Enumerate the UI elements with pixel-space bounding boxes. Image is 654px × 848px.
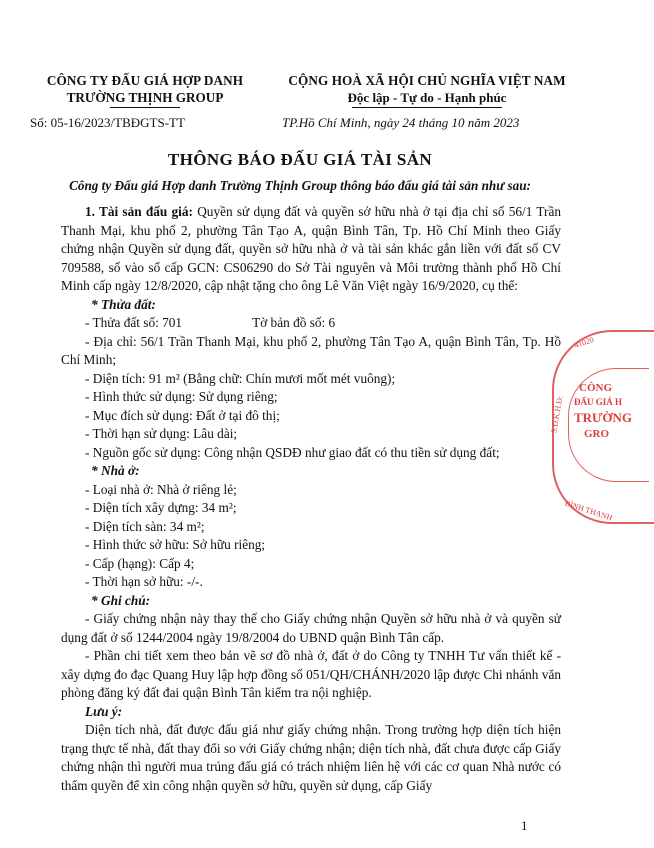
section-asset-label: 1. Tài sản đấu giá:: [85, 204, 193, 219]
land-use-purpose: - Mục đích sử dụng: Đất ở tại đô thị;: [85, 407, 280, 423]
land-address: - Địa chỉ: 56/1 Trần Thanh Mại, khu phố 2, phường Tân Tạo A, quận Bình Tân, Tp. Hồ Chí Minh;: [61, 333, 561, 367]
stamp-ring-top: 41020: [573, 335, 595, 350]
organization-name-line1: CÔNG TY ĐẤU GIÁ HỢP DANH: [46, 73, 244, 88]
organization-name-line2: TRƯỜNG THỊNH GROUP: [66, 90, 224, 105]
note-2: - Phần chi tiết xem theo bản vẽ sơ đồ nhà ở, đất ở do Công ty TNHH Tư vấn thiết kế - xây dựng đo đạc Quang Huy lập hợp đồng số 051/QH/CHÁNH/2020 lập được Chi nhánh văn phòng đăng ký đất đai quận Bình Tân kiểm tra nội nghiệp.: [61, 648, 561, 700]
organization-header: [30, 72, 260, 108]
land-use-term: - Thời hạn sử dụng: Lâu dài;: [85, 426, 238, 441]
stamp-ring-left: S.Đ.K.H.Đ:: [549, 395, 565, 434]
national-header: [262, 72, 592, 108]
motto-divider: [352, 107, 502, 108]
caution-text: Diện tích nhà, đất được đấu giá như giấy chứng nhận. Trong trường hợp diện tích hiện trạng thực tế nhà, đất thay đổi so với Giấy chứng nhận; diện tích nhà, đất chưa được cấp Giấy chứng nhận thì người mua trúng đấu giá có trách nhiệm liên hệ với các cơ quan Nhà nước có thẩm quyền để xin công nhận quyền sở hữu, quyền sử dụng, cấp Giấy: [61, 722, 561, 793]
stamp-text-4: GRO: [584, 428, 610, 440]
land-parcel-row: [61, 314, 561, 333]
caution-heading: Lưu ý:: [85, 703, 123, 719]
page-number: 1: [521, 818, 528, 833]
house-heading: * Nhà ở:: [91, 463, 140, 478]
document-date: TP.Hồ Chí Minh, ngày 24 tháng 10 năm 2023: [282, 115, 520, 130]
stamp-text-1: CÔNG: [579, 382, 612, 394]
house-grade: - Cấp (hạng): Cấp 4;: [85, 555, 195, 571]
section-asset: [61, 203, 561, 296]
document-number: Số: 05-16/2023/TBĐGTS-TT: [30, 115, 185, 130]
house-type: - Loại nhà ở: Nhà ở riêng lẻ;: [85, 481, 237, 497]
document-body: [61, 203, 561, 795]
stamp-ring-bottom: BÌNH THẠNH: [563, 498, 614, 523]
stamp-text-3: TRƯỜNG: [574, 410, 633, 425]
house-ownership: - Hình thức sở hữu: Sở hữu riêng;: [85, 537, 266, 552]
land-parcel-number: - Thửa đất số: 701: [85, 315, 183, 330]
country-name: CỘNG HOÀ XÃ HỘI CHỦ NGHĨA VIỆT NAM: [288, 73, 566, 88]
company-seal-stamp: [549, 330, 654, 524]
document-subtitle: Công ty Đấu giá Hợp danh Trường Thịnh Group thông báo đấu giá tài sản như sau:: [69, 178, 531, 193]
section-asset-text: Quyền sử dụng đất và quyền sở hữu nhà ở tại địa chỉ số 56/1 Trần Thanh Mại, khu phố 2, phường Tân Tạo A, quận Bình Tân, Tp. Hồ Chí Minh theo Giấy chứng nhận Quyền sử dụng đất, quyền sở hữu nhà ở và tài sản khác gắn liền với đất số CV 709588, số vào sổ cấp GCN: CS06290 do Sở Tài nguyên và Môi trường thành phố Hồ Chí Minh cấp ngày 12/8/2020, cập nhật tặng cho ông Lê Văn Việt ngày 16/9/2020, cụ thể:: [61, 204, 561, 293]
document-title: THÔNG BÁO ĐẤU GIÁ TÀI SẢN: [167, 150, 433, 169]
land-heading: * Thửa đất:: [91, 296, 156, 312]
header-divider: [110, 107, 180, 108]
national-motto: Độc lập - Tự do - Hạnh phúc: [347, 90, 507, 105]
house-build-area: - Diện tích xây dựng: 34 m²;: [85, 500, 237, 515]
house-floor-area: - Diện tích sàn: 34 m²;: [85, 518, 205, 534]
notes-heading: * Ghi chú:: [91, 592, 151, 608]
house-term: - Thời hạn sở hữu: -/-.: [85, 574, 203, 589]
note-1: - Giấy chứng nhận này thay thế cho Giấy chứng nhận Quyền sở hữu nhà ở và quyền sử dụng đất ở số 1244/2004 ngày 19/8/2004 do UBND quận Bình Tân cấp.: [61, 611, 561, 645]
stamp-text-2: ĐẤU GIÁ H: [574, 397, 623, 407]
land-map-number: Tờ bản đồ số: 6: [252, 315, 336, 330]
land-area: - Diện tích: 91 m² (Bằng chữ: Chín mươi mốt mét vuông);: [85, 370, 396, 386]
land-use-form: - Hình thức sử dụng: Sử dụng riêng;: [85, 389, 278, 404]
land-origin: - Nguồn gốc sử dụng: Công nhận QSDĐ như giao đất có thu tiền sử dụng đất;: [85, 444, 500, 460]
